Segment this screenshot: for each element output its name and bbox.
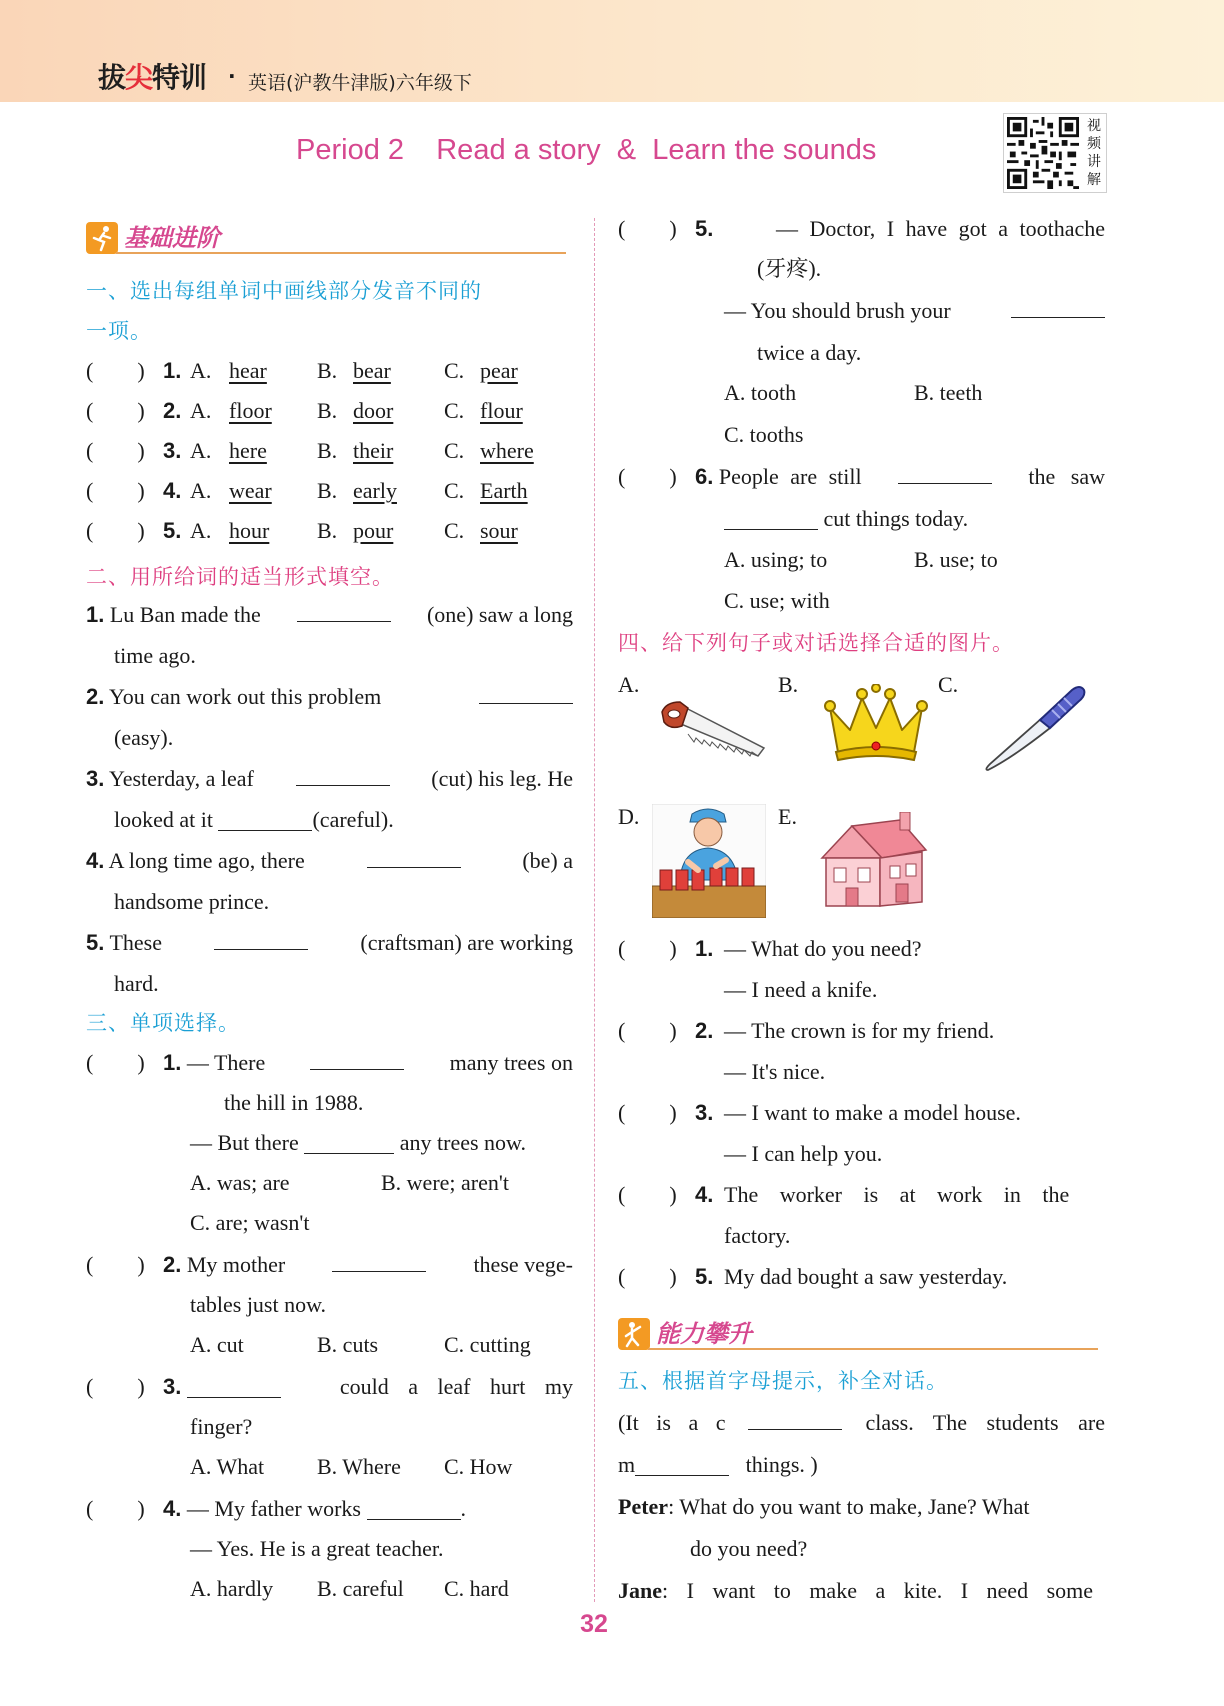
s3-q1-text-d: — But there — [190, 1130, 299, 1155]
badge-underline — [116, 252, 566, 254]
section3-title: 三、单项选择。 — [86, 1011, 240, 1035]
badge-advanced-label: 能力攀升 — [656, 1320, 752, 1348]
runner-icon — [86, 222, 118, 254]
s3-q2-number: 2. — [163, 1252, 182, 1277]
factory-worker-icon — [652, 804, 766, 918]
s3-q4-line2: — Yes. He is a great teacher. — [190, 1536, 444, 1561]
s2-q1-text-b: (one) saw a long — [426, 602, 573, 627]
model-house-icon — [812, 812, 932, 912]
s1-item-number: 5. — [163, 518, 182, 543]
s4-q4-line2: factory. — [724, 1223, 791, 1248]
s1-option-b[interactable]: bear — [353, 358, 391, 383]
s1-answer-paren[interactable]: ( ) — [86, 358, 145, 383]
s3-q3-blank[interactable] — [187, 1376, 281, 1398]
s3-q4-option-a[interactable]: A. hardly — [190, 1576, 274, 1601]
s2-q4-text-a: A long time ago, there — [108, 848, 305, 873]
s2-q3-text-c: looked at it — [114, 807, 213, 832]
s4-q1-line1: — What do you need? — [724, 936, 922, 961]
s1-answer-paren[interactable]: ( ) — [86, 478, 145, 503]
picture-b-label: B. — [778, 672, 799, 697]
s3-q3-text-a: could a leaf hurt my — [339, 1374, 573, 1399]
s3-q6-blank1[interactable] — [898, 462, 992, 484]
speaker-peter: Peter — [618, 1494, 669, 1519]
s2-q3-text-b: (cut) his leg. He — [431, 766, 573, 791]
picture-a-label: A. — [618, 672, 640, 697]
s5-jane-line1 — [618, 1576, 1105, 1606]
s1-option-b-letter: B. — [317, 518, 338, 543]
s1-option-c[interactable]: pear — [480, 358, 518, 383]
s1-option-b-letter: B. — [317, 398, 338, 423]
s5-blank-m[interactable] — [635, 1454, 729, 1476]
section1-title-line1: 一、选出每组单词中画线部分发音不同的 — [86, 279, 482, 303]
s5-peter-line2: do you need? — [690, 1536, 808, 1561]
s2-q3-blank1[interactable] — [296, 764, 390, 786]
s2-q4-blank[interactable] — [367, 846, 461, 868]
s1-item-number: 3. — [163, 438, 182, 463]
s4-q4-answer-paren[interactable]: ( ) — [618, 1182, 677, 1207]
s1-option-c-letter: C. — [444, 438, 465, 463]
s2-q3-text-d: (careful). — [312, 807, 394, 832]
picture-c-label: C. — [938, 672, 959, 697]
s3-q4-answer-paren[interactable]: ( ) — [86, 1496, 145, 1521]
s3-q3-number: 3. — [163, 1374, 182, 1399]
s1-option-b[interactable]: early — [353, 478, 397, 503]
badge-basic-label: 基础进阶 — [124, 224, 220, 252]
brand-logo: 拔尖特训 — [98, 61, 207, 94]
s1-option-a[interactable]: hear — [229, 358, 267, 383]
s4-q2-number: 2. — [695, 1018, 714, 1043]
s1-option-b[interactable]: their — [353, 438, 394, 463]
s4-q4-number: 4. — [695, 1182, 714, 1207]
s1-option-c-letter: C. — [444, 398, 465, 423]
s3-q6-answer-paren[interactable]: ( ) — [618, 464, 677, 489]
s1-option-c[interactable]: where — [480, 438, 534, 463]
s5-line1-text-a: (It is a c — [618, 1410, 726, 1435]
s1-item-number: 2. — [163, 398, 182, 423]
s3-q1-option-c[interactable]: C. are; wasn't — [190, 1210, 310, 1235]
s3-q5-option-a[interactable]: A. tooth — [724, 380, 797, 405]
s1-option-a[interactable]: wear — [229, 478, 272, 503]
s2-q1-number: 1. — [86, 602, 105, 627]
s1-option-b-letter: B. — [317, 438, 338, 463]
brand-highlight: 尖 — [125, 61, 153, 94]
s1-option-b[interactable]: pour — [353, 518, 394, 543]
s1-option-c-letter: C. — [444, 518, 465, 543]
s3-q3-line2: finger? — [190, 1414, 253, 1439]
s2-q5-text-b: (craftsman) are working — [360, 930, 573, 955]
s2-q5-number: 5. — [86, 930, 105, 955]
s1-option-c[interactable]: flour — [480, 398, 523, 423]
crown-icon — [822, 684, 930, 764]
column-divider — [594, 218, 595, 1602]
s3-q5-line4: twice a day. — [757, 340, 862, 365]
s3-q2-line1 — [163, 1250, 573, 1280]
s3-q1-number: 1. — [163, 1050, 182, 1075]
s5-blank-c[interactable] — [748, 1408, 842, 1430]
s1-item-number: 1. — [163, 358, 182, 383]
climber-icon — [618, 1318, 650, 1350]
s3-q6-blank2[interactable] — [724, 508, 818, 530]
s3-q5-number: 5. — [695, 216, 714, 241]
s1-answer-paren[interactable]: ( ) — [86, 438, 145, 463]
s4-q4-line1: The worker is at work in the — [724, 1182, 1070, 1207]
s3-q4-number: 4. — [163, 1496, 182, 1521]
s3-q6-text-a: People are still — [718, 464, 862, 489]
s3-q2-option-c[interactable]: C. cutting — [444, 1332, 531, 1357]
s5-line1 — [618, 1408, 1105, 1438]
s3-q1-line1 — [163, 1048, 573, 1078]
badge-underline — [648, 1348, 1098, 1350]
s5-line2-text-b: things. ) — [745, 1452, 818, 1477]
s2-q3-line1 — [86, 764, 573, 794]
s1-option-a[interactable]: floor — [229, 398, 272, 423]
header-bar — [0, 0, 1224, 102]
s4-q3-line2: — I can help you. — [724, 1141, 883, 1166]
s4-q1-line2: — I need a knife. — [724, 977, 878, 1002]
s1-item-number: 4. — [163, 478, 182, 503]
s2-q2-number: 2. — [86, 684, 105, 709]
s1-option-c-letter: C. — [444, 358, 465, 383]
speaker-jane: Jane — [618, 1578, 662, 1603]
s3-q6-line2 — [724, 504, 968, 534]
s2-q3-number: 3. — [86, 766, 105, 791]
s3-q5-line3 — [724, 296, 1105, 326]
s2-q3-text-a: Yesterday, a leaf — [109, 766, 254, 791]
section1-title-line2: 一项。 — [86, 319, 152, 343]
qr-code[interactable] — [1003, 113, 1107, 193]
s2-q1-blank[interactable] — [297, 600, 391, 622]
s2-q1-line1 — [86, 600, 573, 630]
s2-q3-line2 — [114, 805, 394, 835]
s1-answer-paren[interactable]: ( ) — [86, 398, 145, 423]
knife-icon — [982, 684, 1086, 774]
section2-title: 二、用所给词的适当形式填空。 — [86, 565, 394, 589]
s2-q5-line1 — [86, 928, 573, 958]
s4-q2-line1: — The crown is for my friend. — [724, 1018, 995, 1043]
s3-q6-text-c: cut things today. — [823, 506, 969, 531]
s3-q3-option-a[interactable]: A. What — [190, 1454, 265, 1479]
s3-q1-line3 — [190, 1128, 526, 1158]
page-number: 32 — [580, 1610, 608, 1638]
s3-q1-blank2[interactable] — [304, 1132, 394, 1154]
s2-q3-blank2[interactable] — [218, 809, 312, 831]
s4-q3-line1: — I want to make a model house. — [724, 1100, 1021, 1125]
s5-jane-text-a: : I want to make a kite. I need some — [662, 1578, 1094, 1603]
s2-q4-line1 — [86, 846, 573, 876]
s1-option-a-letter: A. — [190, 438, 212, 463]
s3-q5-answer-paren[interactable]: ( ) — [618, 216, 677, 241]
s4-q2-line2: — It's nice. — [724, 1059, 826, 1084]
section1-title — [86, 276, 576, 346]
s3-q5-line2: (牙疼). — [757, 256, 822, 281]
s1-option-a-letter: A. — [190, 358, 212, 383]
s3-q6-option-c[interactable]: C. use; with — [724, 588, 830, 613]
s2-q5-blank[interactable] — [214, 928, 308, 950]
s1-option-a-letter: A. — [190, 518, 212, 543]
s2-q5-line2: hard. — [114, 971, 159, 996]
s3-q5-text-c: — You should brush your — [724, 298, 951, 323]
s3-q3-option-c[interactable]: C. How — [444, 1454, 513, 1479]
qr-code-icon — [1007, 117, 1079, 189]
s3-q6-number: 6. — [695, 464, 714, 489]
s2-q2-text-a: You can work out this problem — [109, 684, 382, 709]
s3-q6-text-b: the saw — [1028, 464, 1105, 489]
s3-q4-line1 — [163, 1494, 466, 1524]
s3-q2-line2: tables just now. — [190, 1292, 327, 1317]
s2-q4-number: 4. — [86, 848, 105, 873]
s3-q1-answer-paren[interactable]: ( ) — [86, 1050, 145, 1075]
s2-q5-text-a: These — [109, 930, 162, 955]
s1-answer-paren[interactable]: ( ) — [86, 518, 145, 543]
picture-e-label: E. — [778, 804, 797, 829]
s4-q3-number: 3. — [695, 1100, 714, 1125]
s3-q1-text-b: many trees on — [449, 1050, 573, 1075]
s4-q3-answer-paren[interactable]: ( ) — [618, 1100, 677, 1125]
s2-q4-text-b: (be) a — [522, 848, 573, 873]
s3-q6-option-a[interactable]: A. using; to — [724, 547, 828, 572]
s4-q2-answer-paren[interactable]: ( ) — [618, 1018, 677, 1043]
s1-option-c[interactable]: sour — [480, 518, 518, 543]
s3-q4-text-a: — My father works — [186, 1496, 361, 1521]
s3-q2-text-a: My mother — [186, 1252, 286, 1277]
s3-q1-text-a: — There — [186, 1050, 266, 1075]
section4-title: 四、给下列句子或对话选择合适的图片。 — [618, 631, 1014, 655]
s3-q2-text-b: these vege- — [473, 1252, 573, 1277]
s1-option-a[interactable]: hour — [229, 518, 270, 543]
s4-q5-answer-paren[interactable]: ( ) — [618, 1264, 677, 1289]
s5-line2 — [618, 1450, 818, 1480]
s1-option-b-letter: B. — [317, 478, 338, 503]
s1-option-a[interactable]: here — [229, 438, 267, 463]
saw-icon — [660, 700, 766, 760]
section-badge-basic — [86, 218, 570, 258]
s4-q1-number: 1. — [695, 936, 714, 961]
s1-option-a-letter: A. — [190, 398, 212, 423]
s3-q1-blank1[interactable] — [310, 1048, 404, 1070]
s3-q2-blank[interactable] — [332, 1250, 426, 1272]
s1-option-b-letter: B. — [317, 358, 338, 383]
s2-q2-line2: (easy). — [114, 725, 174, 750]
s5-line1-text-b: class. The students are — [865, 1410, 1105, 1435]
s1-option-c[interactable]: Earth — [480, 478, 528, 503]
s3-q5-option-c[interactable]: C. tooths — [724, 422, 804, 447]
s3-q1-text-e: any trees now. — [399, 1130, 527, 1155]
s3-q5-line1 — [695, 214, 1105, 244]
s1-option-a-letter: A. — [190, 478, 212, 503]
page-title: Period 2 Read a story & Learn the sounds — [296, 134, 877, 166]
s3-q2-answer-paren[interactable]: ( ) — [86, 1252, 145, 1277]
s3-q1-option-a[interactable]: A. was; are — [190, 1170, 290, 1195]
s2-q1-line2: time ago. — [114, 643, 196, 668]
s3-q4-option-b[interactable]: B. careful — [317, 1576, 404, 1601]
s3-q4-text-b: . — [460, 1496, 466, 1521]
s3-q6-option-b[interactable]: B. use; to — [914, 547, 998, 572]
s2-q4-line2: handsome prince. — [114, 889, 270, 914]
s3-q2-option-a[interactable]: A. cut — [190, 1332, 244, 1357]
s3-q5-option-b[interactable]: B. teeth — [914, 380, 983, 405]
s3-q1-line2: the hill in 1988. — [224, 1090, 364, 1115]
subject-label: 英语(沪教牛津版)六年级下 — [248, 72, 472, 94]
s2-q2-line1 — [86, 682, 573, 712]
s1-option-b[interactable]: door — [353, 398, 394, 423]
s5-line2-text-a: m — [618, 1452, 636, 1477]
qr-label: 视频讲解 — [1087, 118, 1101, 188]
header-separator: · — [228, 64, 236, 88]
picture-d-label: D. — [618, 804, 640, 829]
s3-q5-blank[interactable] — [1011, 296, 1105, 318]
section-badge-advanced — [618, 1314, 1102, 1354]
s3-q2-option-b[interactable]: B. cuts — [317, 1332, 379, 1357]
s3-q3-option-b[interactable]: B. Where — [317, 1454, 401, 1479]
s5-peter-text-a: : What do you want to make, Jane? What — [668, 1494, 1030, 1519]
s3-q3-answer-paren[interactable]: ( ) — [86, 1374, 145, 1399]
s3-q3-line1 — [163, 1372, 573, 1402]
s3-q4-blank[interactable] — [367, 1498, 461, 1520]
s2-q1-text-a: Lu Ban made the — [109, 602, 261, 627]
s3-q1-option-b[interactable]: B. were; aren't — [381, 1170, 509, 1195]
s2-q2-blank[interactable] — [479, 682, 573, 704]
section5-title: 五、根据首字母提示，补全对话。 — [618, 1369, 948, 1393]
s3-q5-text-a: — Doctor, I have got a toothache — [776, 216, 1105, 241]
s3-q6-line1 — [695, 462, 1105, 492]
s4-q5-line1: My dad bought a saw yesterday. — [724, 1264, 1008, 1289]
s4-q1-answer-paren[interactable]: ( ) — [618, 936, 677, 961]
s5-peter-line1 — [618, 1492, 1030, 1522]
s4-q5-number: 5. — [695, 1264, 714, 1289]
s1-option-c-letter: C. — [444, 478, 465, 503]
s3-q4-option-c[interactable]: C. hard — [444, 1576, 509, 1601]
